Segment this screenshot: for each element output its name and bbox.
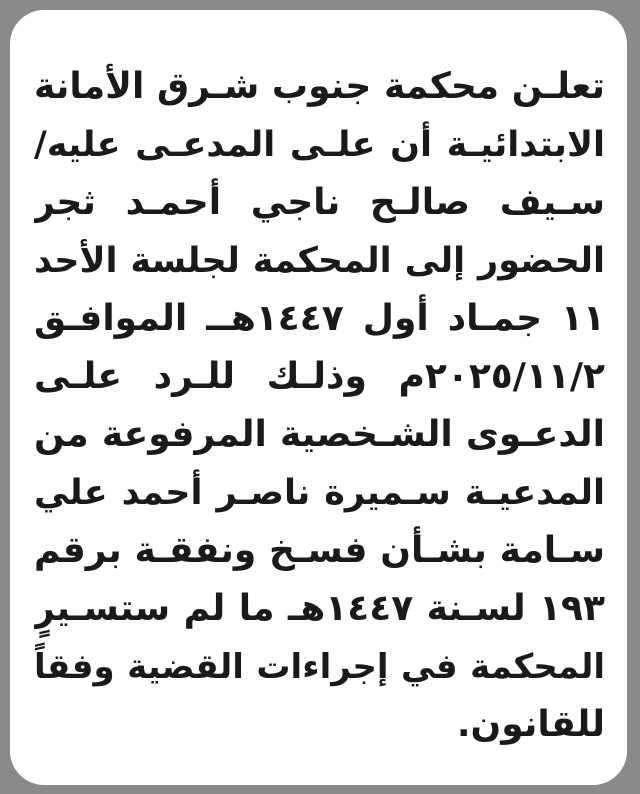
notice-line-4: الحضور إلى المحكمة لجلسة الأحد <box>34 241 605 281</box>
notice-line-11: المحكمة في إجراءات القضية وفقاً <box>34 647 605 687</box>
notice-line-8: المدعيـة سـميرة ناصـر أحمد علي <box>34 473 605 513</box>
notice-line-7: الدعـوى الشـخصية المرفوعة من <box>34 414 605 455</box>
notice-line-9: سـامة بشـأن فسـخ ونفقـة برقم <box>34 530 605 571</box>
notice-line-10: ١٩٣ لسـنة ١٤٤٧هـ ما لم ستسـيرٍ <box>34 588 605 629</box>
notice-line-2: الابتدائيـة أن علـى المدعـى عليه/ <box>34 125 605 165</box>
notice-line-1: تعلـن محكمة جنوب شـرق الأمانة <box>34 66 605 107</box>
notice-line-3: سـيف صالـح ناجي أحمـد ثجر <box>34 182 605 223</box>
notice-line-12: للقانون. <box>456 704 605 745</box>
notice-card <box>10 10 627 785</box>
notice-line-5: ١١ جمـاد أول ١٤٤٧هــ الموافـق <box>34 298 605 339</box>
notice-line-6: ٢٠٢٥/١١/٢م وذلـك للـرد علـى <box>34 356 605 397</box>
notice-text <box>34 58 605 754</box>
